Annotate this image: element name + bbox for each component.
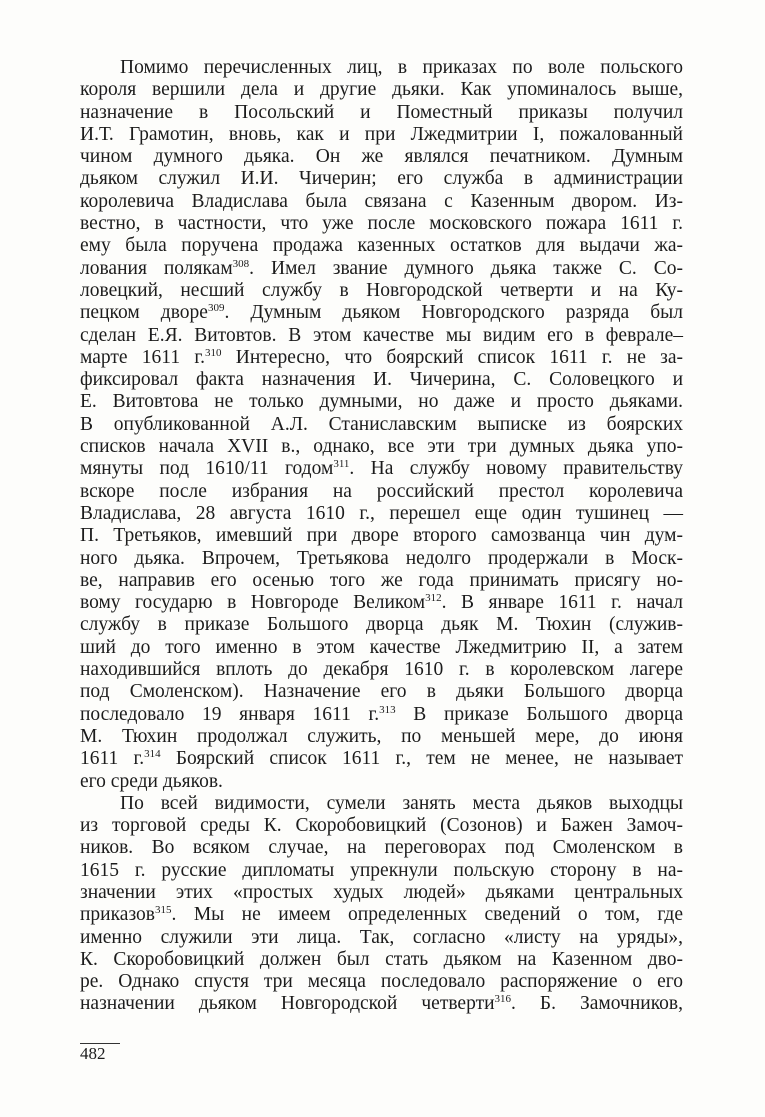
text-line <box>80 235 683 257</box>
text-line <box>80 949 683 971</box>
text-run: короля вершили дела и другие дьяки. Как упоминалось выше, <box>80 79 683 101</box>
text-run: назначении дьяком Новгородской четверти <box>80 993 495 1015</box>
text-run: вскоре после избрания на российский престол королевича <box>80 480 683 502</box>
text-run: приказов <box>80 904 156 926</box>
text-run: По всей видимости, сумели занять места дьяков выходцы <box>120 792 683 814</box>
text-run: ловецкий, несший службу в Новгородской четверти и на Ку- <box>80 279 683 301</box>
text-line <box>80 302 683 324</box>
text-line <box>80 659 683 681</box>
text-run: ников. Во всяком случае, на переговорах под Смоленском в <box>80 837 683 859</box>
text-run: находившийся вплоть до декабря 1610 г. в королевском лагере <box>80 659 683 681</box>
text-run: королевича Владислава была связана с Казенным двором. Из- <box>80 190 683 212</box>
text-line <box>80 168 683 190</box>
text-run: П. Третьяков, имевший при дворе второго самозванца чин дум- <box>80 525 683 547</box>
footnote-ref: 316 <box>494 993 512 1006</box>
text-line <box>80 347 683 369</box>
text-run: последовало 19 января 1611 г. <box>80 703 380 725</box>
text-run: из торговой среды К. Скоробовицкий (Созонов) и Бажен Замоч- <box>80 815 683 837</box>
text-run: 1611 г. <box>80 748 145 770</box>
text-line <box>80 458 683 480</box>
text-run: именно служили эти лица. Так, согласно «листу на уряды», <box>80 926 683 948</box>
footnote-ref: 314 <box>144 748 161 761</box>
text-run: . Б. Замочников, <box>511 993 684 1015</box>
text-line <box>80 146 683 168</box>
text-line <box>80 570 683 592</box>
text-run: марте 1611 г. <box>80 346 205 368</box>
text-run: . Думным дьяком Новгородского разряда был <box>224 302 684 324</box>
footnote-ref: 313 <box>379 703 396 716</box>
text-run: И.Т. Грамотин, вновь, как и при Лжедмитрии I, пожалованный <box>80 123 683 145</box>
text-line <box>80 414 683 436</box>
text-run: службу в приказе Большого дворца дьяк М. Тюхин (служив- <box>80 614 683 636</box>
text-run: ве, направив его осенью того же года принимать присягу но- <box>80 569 683 591</box>
text-line <box>80 436 683 458</box>
text-line <box>80 704 683 726</box>
text-run: . Мы не имеем определенных сведений о том, где <box>171 904 683 926</box>
footnote-ref: 311 <box>333 458 350 471</box>
text-run: его среди дьяков. <box>80 770 223 792</box>
text-run: списков начала XVII в., однако, все эти три думных дьяка упо- <box>80 436 683 458</box>
text-run: Помимо перечисленных лиц, в приказах по воле польского <box>120 57 683 78</box>
text-run: мянуты под 1610/11 годом <box>80 458 334 480</box>
text-run: пецком дворе <box>80 302 208 324</box>
text-run: ре. Однако спустя три месяца последовало распоряжение о его <box>80 971 683 993</box>
text-line <box>80 837 683 859</box>
text-run: вестно, в частности, что уже после московского пожара 1611 г. <box>80 213 683 235</box>
text-run: К. Скоробовицкий должен был стать дьяком на Казенном дво- <box>80 948 683 970</box>
body-text <box>80 57 683 1016</box>
text-line <box>80 369 683 391</box>
text-run: ший до того именно в этом качестве Лжедмитрию II, а затем <box>80 636 683 658</box>
footnote-ref: 310 <box>205 346 222 359</box>
footnote-ref: 308 <box>232 257 250 270</box>
text-run: чином думного дьяка. Он же являлся печатником. Думным <box>80 146 683 168</box>
text-line <box>80 102 683 124</box>
page-number: 482 <box>80 1044 106 1063</box>
text-run: . В январе 1611 г. начал <box>441 592 683 614</box>
text-run: . Имел звание думного дьяка также С. Со- <box>249 257 683 279</box>
text-line <box>80 882 683 904</box>
text-line <box>80 793 683 815</box>
text-run: дьяком служил И.И. Чичерин; его служба в администрации <box>80 168 683 190</box>
text-run: вому государю в Новгороде Великом <box>80 592 426 614</box>
text-line <box>80 637 683 659</box>
text-line <box>80 860 683 882</box>
text-line <box>80 904 683 926</box>
footnote-ref: 312 <box>425 592 442 605</box>
text-line <box>80 503 683 525</box>
text-line <box>80 124 683 146</box>
text-line <box>80 681 683 703</box>
text-run: . На службу новому правительству <box>349 458 683 480</box>
text-run: Владислава, 28 августа 1610 г., перешел еще один тушинец — <box>80 502 683 524</box>
text-run: под Смоленском). Назначение его в дьяки Большого дворца <box>80 681 683 703</box>
text-line <box>80 191 683 213</box>
text-line <box>80 726 683 748</box>
text-line <box>80 548 683 570</box>
text-line <box>80 280 683 302</box>
text-run: лования полякам <box>80 257 233 279</box>
text-line <box>80 614 683 636</box>
text-run: Интересно, что боярский список 1611 г. не за- <box>221 346 683 368</box>
text-run: значении этих «простых худых людей» дьяками центральных <box>80 881 683 903</box>
text-line <box>80 771 683 793</box>
text-line <box>80 481 683 503</box>
text-line <box>80 213 683 235</box>
text-run: 1615 г. русские дипломаты упрекнули польскую сторону в на- <box>80 859 683 881</box>
text-run: сделан Е.Я. Витовтов. В этом качестве мы видим его в феврале– <box>80 324 683 346</box>
text-line <box>80 325 683 347</box>
footnote-ref: 309 <box>207 302 225 315</box>
text-line <box>80 391 683 413</box>
text-line <box>80 525 683 547</box>
text-line <box>80 993 683 1015</box>
text-run: В приказе Большого дворца <box>395 703 683 725</box>
text-line <box>80 815 683 837</box>
text-run: фиксировал факта назначения И. Чичерина, С. Соловецкого и <box>80 369 683 391</box>
text-run: ного дьяка. Впрочем, Третьякова недолго продержали в Моск- <box>80 547 683 569</box>
text-run: Е. Витовтова не только думными, но даже и просто дьяками. <box>80 391 683 413</box>
text-run: Боярский список 1611 г., тем не менее, не называет <box>160 748 683 770</box>
text-line <box>80 592 683 614</box>
footnote-ref: 315 <box>155 904 172 917</box>
text-line <box>80 748 683 770</box>
text-run: ему была поручена продажа казенных остатков для выдачи жа- <box>80 235 683 257</box>
text-line <box>80 258 683 280</box>
text-line <box>80 79 683 101</box>
text-run: В опубликованной А.Л. Станиславским выписке из боярских <box>80 413 683 435</box>
text-line <box>80 57 683 79</box>
text-run: М. Тюхин продолжал служить, по меньшей мере, до июня <box>80 725 683 747</box>
text-line <box>80 971 683 993</box>
text-line <box>80 927 683 949</box>
text-run: назначение в Посольский и Поместный приказы получил <box>80 101 683 123</box>
